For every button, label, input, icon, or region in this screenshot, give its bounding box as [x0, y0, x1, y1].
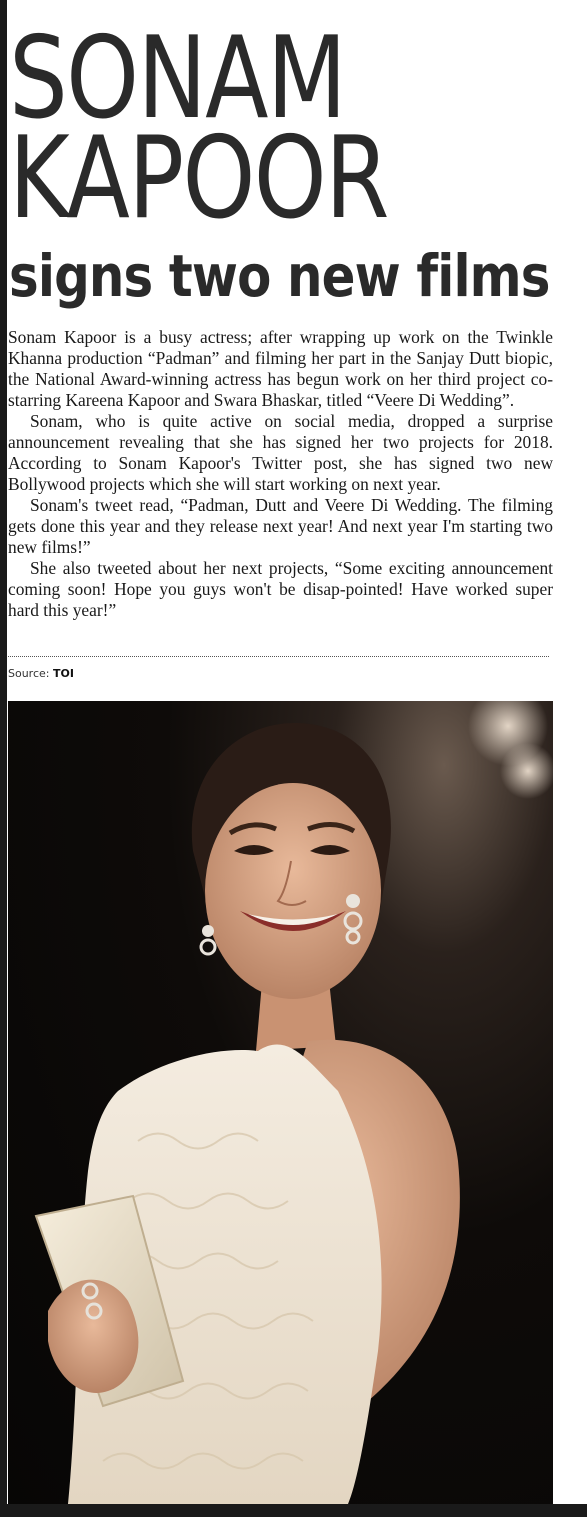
subheadline: signs two new films: [9, 242, 550, 310]
face: [205, 783, 381, 999]
source-label: Source:: [8, 667, 50, 680]
earring: [202, 925, 214, 937]
earring: [201, 940, 215, 954]
source-name: TOI: [53, 667, 74, 680]
earring: [346, 894, 360, 908]
headline: [9, 12, 471, 244]
article-paragraph-3: Sonam's tweet read, “Padman, Dutt and Veere Di Wedding. The filming gets done this year and they release next year! And next year I'm starting two new films!”: [8, 495, 553, 557]
article-paragraph-1: Sonam Kapoor is a busy actress; after wrapping up work on the Twinkle Khanna production “Padman” and filming her part in the Sanjay Dutt biopic, the National Award-winning actress has begun work on her third project co-starring Kareena Kapoor and Swara Bhaskar, titled “Veere Di Wedding”.: [8, 327, 553, 410]
headline-line-1: SONAM: [9, 12, 346, 144]
article-paragraph-4: She also tweeted about her next projects, “Some exciting announcement coming soon! Hope you guys won't be disap-pointed! Have worked super hard this year!”: [8, 558, 553, 620]
article-paragraph-2: Sonam, who is quite active on social media, dropped a surprise announcement revealing that she has signed her two projects for 2018. According to Sonam Kapoor's Twitter post, she has signed two new Bollywood projects which she will start working on next year.: [8, 411, 553, 494]
left-frame-bar: [0, 0, 7, 1517]
photo-illustration: [8, 701, 553, 1504]
source-credit: [8, 667, 74, 680]
bottom-frame-bar: [0, 1504, 587, 1517]
article-body: [8, 327, 553, 621]
article-photo: [8, 701, 553, 1504]
headline-line-2: KAPOOR: [9, 112, 388, 244]
dotted-divider: [8, 656, 549, 657]
